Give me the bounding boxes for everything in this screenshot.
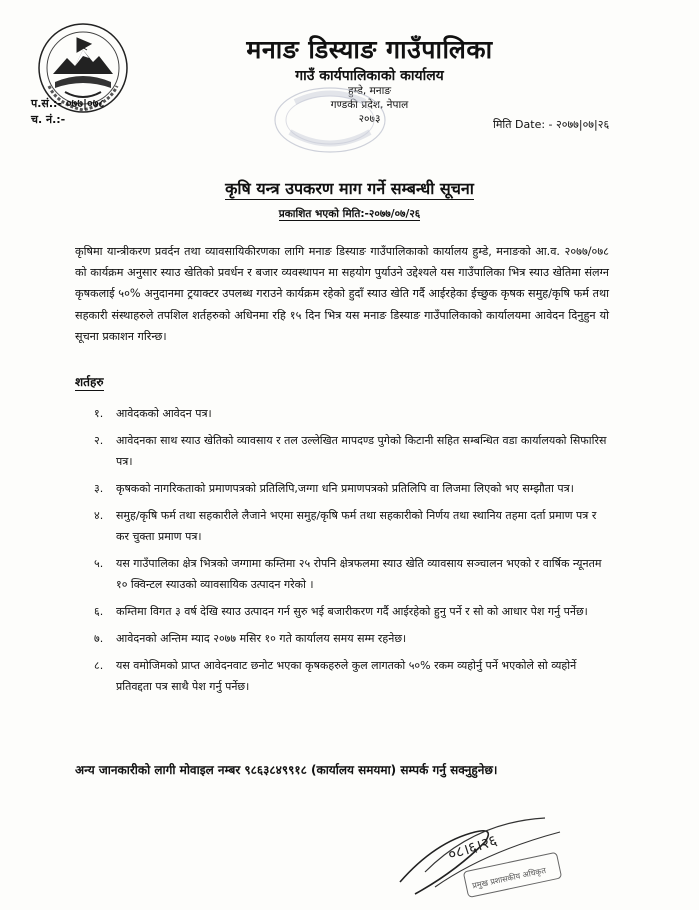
conditions-heading: शर्तहरु	[75, 375, 104, 389]
condition-number: ६.	[94, 605, 104, 618]
condition-text: आवेदनका साथ स्याउ खेतिको व्यावसाय र तल उल्लेखित मापदण्ड पुगेको किटानी सहित सम्बन्धित वडा कार्यालयको सिफारिस पत्र।	[116, 434, 607, 468]
condition-number: ५.	[94, 557, 104, 570]
page-title: मनाङ डिस्याङ गाउँपालिका	[246, 35, 493, 64]
condition-item	[94, 628, 609, 649]
condition-text: यस वमोजिमको प्राप्त आवेदनवाट छनोट भएका कृषकहरुले कुल लागतको ५०% रकम व्यहोर्नु पर्ने भएकोले सो व्यहोर्ने प्रतिवद्दता पत्र साथै पेश गर्नु पर्नेछ।	[116, 659, 577, 693]
condition-number: ७.	[94, 632, 104, 645]
address-line-2: गण्डकी प्रदेश, नेपाल	[330, 99, 409, 111]
condition-text: कृषकको नागरिकताको प्रमाणपत्रको प्रतिलिपि,जग्गा धनि प्रमाणपत्रको प्रतिलिपि वा लिजमा लिएको भए सम्झौता पत्र।	[116, 482, 574, 495]
condition-number: ४.	[94, 509, 104, 522]
conditions-list	[94, 403, 609, 703]
condition-item	[94, 430, 609, 472]
dispatch-number: च. नं.:-	[31, 113, 66, 126]
condition-number: ८.	[94, 659, 104, 672]
reference-number: प.सं.:- ०७७|०७८	[31, 97, 105, 110]
office-subtitle: गाउँ कार्यपालिकाको कार्यालय	[295, 68, 444, 84]
notice-heading	[0, 177, 699, 199]
condition-number: २.	[94, 434, 104, 447]
condition-item	[94, 655, 609, 697]
office-stamp-icon	[255, 80, 395, 175]
condition-number: १.	[94, 407, 104, 420]
condition-number: ३.	[94, 482, 104, 495]
published-date	[0, 207, 699, 221]
condition-text: आवेदनको अन्तिम म्याद २०७७ मसिर १० गते कार्यालय समय सम्म रहनेछ।	[116, 632, 407, 645]
address-line-1: हुम्डे, मनाङ	[347, 85, 392, 97]
condition-text: यस गाउँपालिका क्षेत्र भित्रको जग्गामा कम्तिमा २५ रोपनि क्षेत्रफलमा स्याउ खेति व्यावसाय सञ्चालन भएको र वार्षिक न्यूनतम १० क्विन्टल स्याउको व्यावसायिक उत्पादन गरेको ।	[116, 557, 602, 591]
condition-text: कम्तिमा विगत ३ वर्ष देखि स्याउ उत्पादन गर्न सुरु भई बजारीकरण गर्दै आईरहेको हुनु पर्ने र सो को आधार पेश गर्नु पर्नेछ।	[116, 605, 588, 618]
contact-footer: अन्य जानकारीको लागी मोवाइल नम्बर ९८६३८४९९१८ (कार्यालय समयमा) सम्पर्क गर्नु सक्नुहुनेछ।	[75, 763, 498, 777]
condition-item	[94, 601, 609, 622]
condition-item	[94, 553, 609, 595]
address-line-3: २०७३	[358, 113, 381, 125]
condition-item	[94, 505, 609, 547]
condition-item	[94, 403, 609, 424]
condition-item	[94, 478, 609, 499]
stamp-text: प्रमुख प्रशासकीय अधिकृत	[471, 865, 547, 891]
notice-body: कृषिमा यान्त्रीकरण प्रवर्दन तथा व्यावसायिकीरणका लागि मनाङ डिस्याङ गाउँपालिकाको कार्यालय हुम्डे, मनाङको आ.व. २०७७/०७८ को कार्यक्रम अनुसार स्याउ खेतिको प्रवर्धन र बजार व्यवस्थापन मा सहयोग पुर्याउने उद्देश्यले यस गाउँपालिका भित्र स्याउ खेतिमा संलग्न कृषकलाई ५०% अनुदानमा ट्रयाक्टर उपलब्ध गराउने कार्यक्रम रहेको हुदाँ स्याउ खेति गर्दै आईरहेका ईच्छुक कृषक समुह/कृषि फर्म तथा सहकारी संस्थाहरुले तपशिल शर्तहरुको अधिनमा रहि १५ दिन भित्र यस मनाङ डिस्याङ गाउँपालिकाको कार्यालयमा आवेदन दिनुहुन यो सूचना प्रकाशन गरिन्छ।	[75, 245, 609, 343]
notice-heading-text: कृषि यन्त्र उपकरण माग गर्ने सम्बन्धी सूचना	[225, 179, 474, 198]
condition-text: समुह/कृषि फर्म तथा सहकारीले लैजाने भएमा समुह/कृषि फर्म तथा सहकारीको निर्णय तथा स्थानिय तहमा दर्ता प्रमाण पत्र र कर चुक्ता प्रमाण पत्र।	[116, 509, 597, 543]
signature-stamp-icon	[395, 812, 570, 904]
condition-text: आवेदकको आवेदन पत्र।	[116, 407, 212, 420]
signature-date: ०८।६।२६	[445, 831, 500, 864]
letter-date: मिति Date: - २०७७|०७|२६	[493, 118, 610, 131]
published-date-text: प्रकाशित भएको मिति:-२०७७/०७/२६	[278, 208, 421, 220]
